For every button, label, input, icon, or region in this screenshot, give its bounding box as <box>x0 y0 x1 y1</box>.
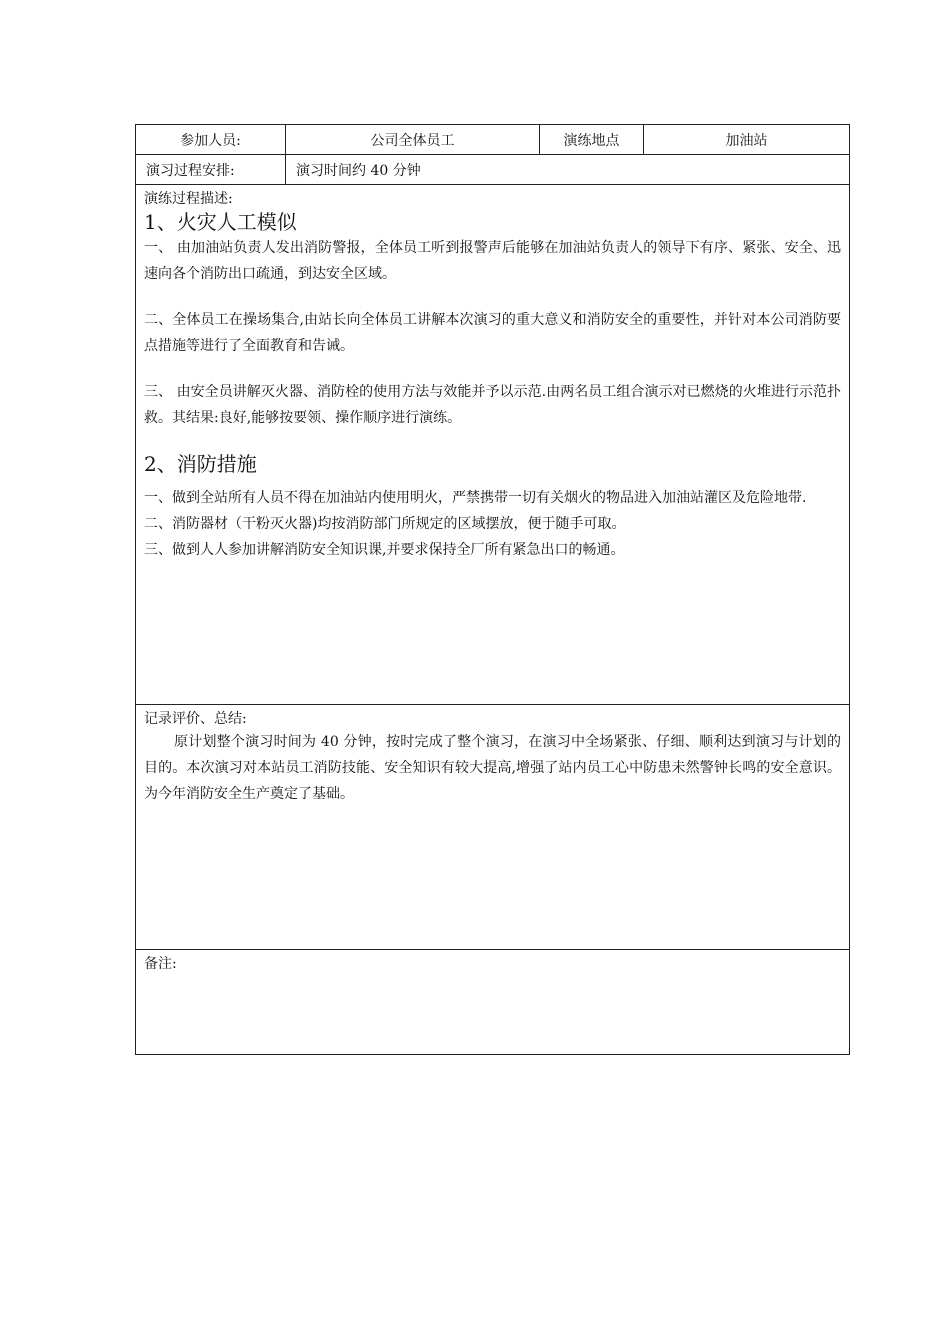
section1-item: 一、 由加油站负责人发出消防警报，全体员工听到报警声后能够在加油站负责人的领导下有序、紧张、安全、迅速向各个消防出口疏通，到达安全区域。 <box>144 240 841 282</box>
schedule-value: 演习时间约 40 分钟 <box>286 155 850 185</box>
participants-label: 参加人员: <box>136 125 286 155</box>
evaluation-row <box>136 705 850 950</box>
participants-value: 公司全体员工 <box>286 125 540 155</box>
location-value: 加油站 <box>644 125 850 155</box>
section2-item: 三、做到人人参加讲解消防安全知识课,并要求保持全厂所有紧急出口的畅通。 <box>144 542 625 558</box>
description-cell <box>136 185 850 705</box>
evaluation-label: 记录评价、总结: <box>144 711 247 727</box>
remarks-cell <box>136 950 850 1055</box>
description-label: 演练过程描述: <box>144 191 233 207</box>
section2-item: 二、消防器材（干粉灭火器)均按消防部门所规定的区域摆放，便于随手可取。 <box>144 516 626 532</box>
section2-title: 2、消防措施 <box>144 452 257 476</box>
evaluation-text: 原计划整个演习时间为 40 分钟，按时完成了整个演习，在演习中全场紧张、仔细、顺利达到演习与计划的目的。本次演习对本站员工消防技能、安全知识有较大提高,增强了站内员工心中防患未然警钟长鸣的安全意识。为今年消防安全生产奠定了基础。 <box>144 734 841 802</box>
section1-item: 三、 由安全员讲解灭火器、消防栓的使用方法与效能并予以示范.由两名员工组合演示对已燃烧的火堆进行示范扑救。其结果:良好,能够按要领、操作顺序进行演练。 <box>144 384 841 426</box>
section1-title: 1、火灾人工模似 <box>144 210 297 234</box>
evaluation-cell <box>136 705 850 950</box>
drill-record-table <box>135 124 850 1055</box>
remarks-row <box>136 950 850 1055</box>
schedule-label: 演习过程安排: <box>136 155 286 185</box>
section2-item: 一、做到全站所有人员不得在加油站内使用明火，严禁携带一切有关烟火的物品进入加油站灌区及危险地带. <box>144 490 807 506</box>
header-row <box>136 125 850 155</box>
drill-record-form <box>135 124 849 1055</box>
section1-item: 二、全体员工在操场集合,由站长向全体员工讲解本次演习的重大意义和消防安全的重要性，并针对本公司消防要点措施等进行了全面教育和告诫。 <box>144 312 841 354</box>
location-label: 演练地点 <box>540 125 644 155</box>
remarks-label: 备注: <box>144 956 177 972</box>
description-row <box>136 185 850 705</box>
schedule-row <box>136 155 850 185</box>
